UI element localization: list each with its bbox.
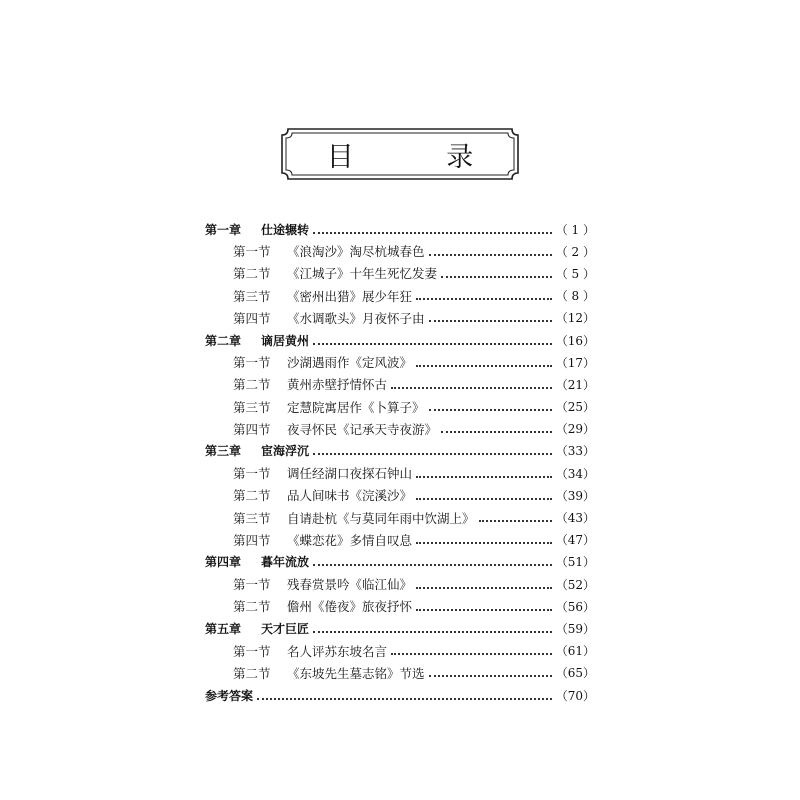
section-title: 名人评苏东坡名言 — [287, 643, 388, 659]
toc-section-row[interactable] — [205, 373, 595, 395]
chapter-title: 暮年流放 — [261, 555, 310, 570]
toc-title-frame — [280, 127, 520, 181]
section-number: 第四节 — [233, 532, 271, 548]
dot-leader — [313, 231, 552, 234]
section-number: 第一节 — [233, 577, 271, 593]
section-title: 定慧院寓居作《卜算子》 — [287, 399, 425, 415]
section-title: 儋州《倦夜》旅夜抒怀 — [287, 599, 413, 615]
toc-section-row[interactable] — [205, 484, 595, 506]
section-title: 沙湖遇雨作《定风波》 — [287, 355, 413, 371]
section-title: 《蝶恋花》多情自叹息 — [287, 532, 413, 548]
chapter-title: 宦海浮沉 — [261, 444, 310, 459]
toc-chapter-row[interactable] — [205, 440, 595, 462]
section-title: 自请赴杭《与莫同年雨中饮湖上》 — [287, 510, 475, 526]
page-number: （52） — [555, 577, 595, 592]
chapter-title: 天才巨匠 — [261, 621, 310, 636]
section-number: 第一节 — [233, 355, 271, 371]
dot-leader — [416, 586, 552, 589]
dot-leader — [441, 430, 552, 433]
toc-section-row[interactable] — [205, 307, 595, 329]
page-number: （25） — [555, 400, 595, 415]
page-title: 目 录 — [326, 141, 516, 173]
page-number: （61） — [555, 644, 595, 659]
section-number: 第一节 — [233, 643, 271, 659]
section-number: 第一节 — [233, 244, 271, 260]
page-number: （34） — [555, 466, 595, 481]
chapter-title: 谪居黄州 — [261, 333, 310, 348]
dot-leader — [313, 563, 552, 566]
page-number: （43） — [555, 511, 595, 526]
section-title: 夜寻怀民《记承天寺夜游》 — [287, 421, 438, 437]
chapter-number: 第四章 — [205, 555, 242, 570]
toc-section-row[interactable] — [205, 285, 595, 307]
section-number: 第三节 — [233, 399, 271, 415]
toc-section-row[interactable] — [205, 240, 595, 262]
page-number: （33） — [555, 444, 595, 459]
chapter-title: 仕途辗转 — [261, 222, 310, 237]
section-title: 《密州出猎》展少年狂 — [287, 288, 413, 304]
page-number: （59） — [555, 621, 595, 636]
toc-section-row[interactable] — [205, 396, 595, 418]
dot-leader — [429, 253, 552, 256]
toc-chapter-row[interactable] — [205, 551, 595, 573]
page-number: （ 8 ） — [555, 289, 595, 304]
section-number: 第二节 — [233, 599, 271, 615]
section-title: 《水调歌头》月夜怀子由 — [287, 310, 425, 326]
toc-chapter-row[interactable] — [205, 617, 595, 639]
dot-leader — [429, 319, 552, 322]
section-title: 残春赏景吟《临江仙》 — [287, 577, 413, 593]
chapter-title: 参考答案 — [205, 688, 254, 703]
chapter-number: 第一章 — [205, 222, 242, 237]
dot-leader — [429, 674, 552, 677]
toc-chapter-row[interactable] — [205, 684, 595, 706]
page-number: （16） — [555, 333, 595, 348]
section-number: 第四节 — [233, 310, 271, 326]
page-number: （39） — [555, 488, 595, 503]
page-number: （ 2 ） — [555, 244, 595, 259]
toc-section-row[interactable] — [205, 595, 595, 617]
section-number: 第三节 — [233, 288, 271, 304]
toc-section-row[interactable] — [205, 506, 595, 528]
toc-section-row[interactable] — [205, 662, 595, 684]
section-number: 第二节 — [233, 377, 271, 393]
toc-section-row[interactable] — [205, 418, 595, 440]
toc-chapter-row[interactable] — [205, 329, 595, 351]
dot-leader — [391, 652, 552, 655]
dot-leader — [479, 519, 552, 522]
section-title: 《浪淘沙》淘尽杭城春色 — [287, 244, 425, 260]
dot-leader — [416, 497, 552, 500]
toc-section-row[interactable] — [205, 351, 595, 373]
dot-leader — [313, 452, 552, 455]
chapter-number: 第三章 — [205, 444, 242, 459]
dot-leader — [416, 364, 552, 367]
toc-section-row[interactable] — [205, 262, 595, 284]
section-title: 品人间味书《浣溪沙》 — [287, 488, 413, 504]
section-number: 第二节 — [233, 266, 271, 282]
dot-leader — [313, 630, 552, 633]
section-title: 《江城子》十年生死忆发妻 — [287, 266, 438, 282]
dot-leader — [257, 697, 552, 700]
page-number: （65） — [555, 666, 595, 681]
page-number: （70） — [555, 688, 595, 703]
toc-section-row[interactable] — [205, 462, 595, 484]
page-number: （56） — [555, 599, 595, 614]
chapter-number: 第二章 — [205, 333, 242, 348]
page-number: （51） — [555, 555, 595, 570]
section-title: 黄州赤壁抒情怀古 — [287, 377, 388, 393]
chapter-number: 第五章 — [205, 621, 242, 636]
page-number: （29） — [555, 422, 595, 437]
page-number: （12） — [555, 311, 595, 326]
toc-section-row[interactable] — [205, 573, 595, 595]
section-number: 第二节 — [233, 665, 271, 681]
section-number: 第四节 — [233, 421, 271, 437]
page-number: （21） — [555, 377, 595, 392]
page-number: （17） — [555, 355, 595, 370]
section-number: 第二节 — [233, 488, 271, 504]
section-number: 第三节 — [233, 510, 271, 526]
page-number: （ 1 ） — [555, 222, 595, 237]
table-of-contents — [205, 218, 595, 706]
dot-leader — [416, 608, 552, 611]
section-title: 调任经湖口夜探石钟山 — [287, 466, 413, 482]
dot-leader — [391, 386, 552, 389]
dot-leader — [416, 297, 552, 300]
section-number: 第一节 — [233, 466, 271, 482]
toc-section-row[interactable] — [205, 529, 595, 551]
page-number: （ 5 ） — [555, 266, 595, 281]
dot-leader — [441, 275, 552, 278]
toc-chapter-row[interactable] — [205, 218, 595, 240]
page-number: （47） — [555, 533, 595, 548]
dot-leader — [429, 408, 552, 411]
dot-leader — [416, 541, 552, 544]
section-title: 《东坡先生墓志铭》节选 — [287, 665, 425, 681]
dot-leader — [313, 342, 552, 345]
toc-section-row[interactable] — [205, 640, 595, 662]
dot-leader — [416, 475, 552, 478]
